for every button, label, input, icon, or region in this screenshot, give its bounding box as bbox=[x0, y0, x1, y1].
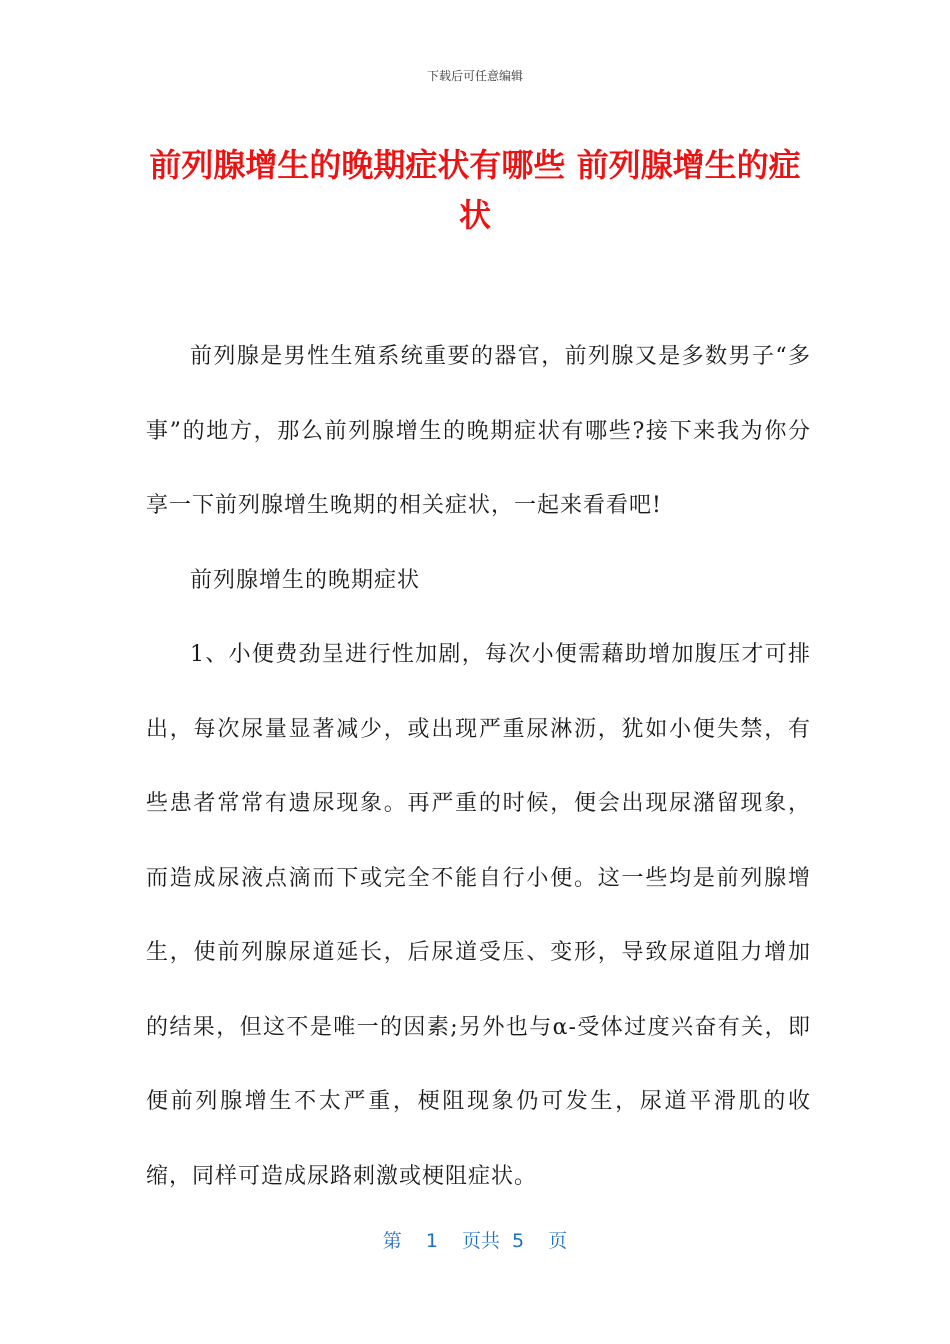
section-heading: 前列腺增生的晚期症状 bbox=[190, 567, 421, 593]
header-note: 下载后可任意编辑 bbox=[426, 69, 523, 83]
page-number-label: 第 1 页共 5 页 bbox=[382, 1230, 568, 1252]
page-footer bbox=[0, 1226, 950, 1253]
document-body bbox=[146, 320, 811, 1214]
symptom-paragraph: 1、小便费劲呈进行性加剧，每次小便需藉助增加腹压才可排出，每次尿量显著减少，或出现严重尿淋沥，犹如小便失禁，有些患者常常有遗尿现象。再严重的时候，便会出现尿潴留现象，而造成尿液点滴而下或完全不能自行小便。这一些均是前列腺增生，使前列腺尿道延长，后尿道受压、变形，导致尿道阻力增加的结果，但这不是唯一的因素;另外也与α-受体过度兴奋有关，即便前列腺增生不太严重，梗阻现象仍可发生，尿道平滑肌的收缩，同样可造成尿路刺激或梗阻症状。 bbox=[146, 642, 811, 1189]
document-title: 前列腺增生的晚期症状有哪些 前列腺增生的症状 bbox=[149, 146, 801, 234]
intro-paragraph: 前列腺是男性生殖系统重要的器官，前列腺又是多数男子“多事”的地方，那么前列腺增生的晚期症状有哪些?接下来我为你分享一下前列腺增生晚期的相关症状，一起来看看吧! bbox=[146, 344, 811, 518]
